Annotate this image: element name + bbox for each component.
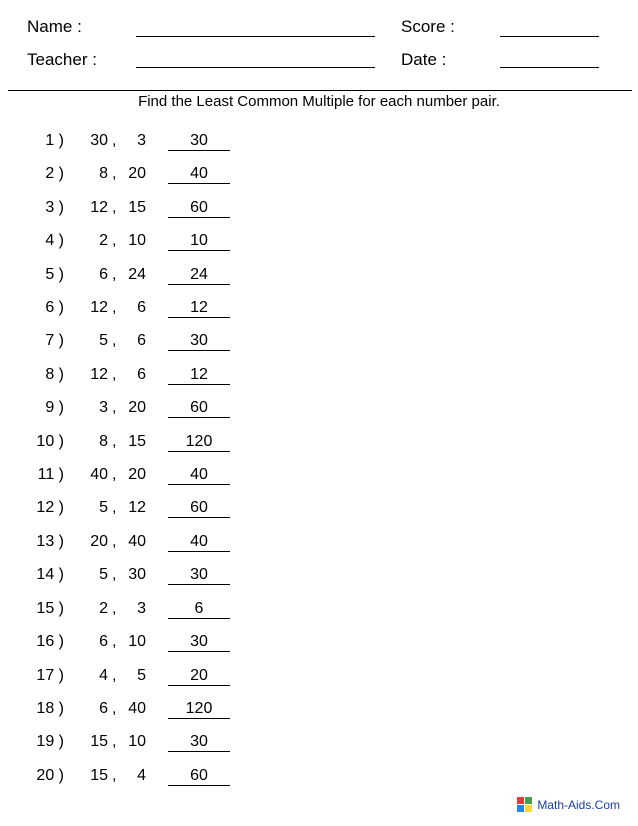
answer-field[interactable]: 30 [168,566,230,585]
first-number: 3 [99,399,108,417]
separator-comma: , [112,599,117,617]
answer-field[interactable]: 60 [168,199,230,218]
first-number: 5 [99,332,108,350]
score-field[interactable] [500,36,599,37]
logo-square [525,797,532,804]
first-number: 12 [90,299,108,317]
logo-square [517,805,524,812]
answer-field[interactable]: 10 [168,232,230,251]
second-number: 20 [128,165,146,183]
separator-comma: , [112,198,117,216]
answer-field[interactable]: 60 [168,767,230,786]
name-field[interactable] [136,36,375,37]
math-aids-logo-icon [517,797,532,812]
problem-number: 4 ) [45,232,64,250]
problem-number: 16 ) [36,633,64,651]
problem-row [0,124,638,157]
second-number: 30 [128,566,146,584]
problem-number: 13 ) [36,532,64,550]
second-number: 10 [128,232,146,250]
second-number: 24 [128,265,146,283]
first-number: 40 [90,466,108,484]
problem-row [0,425,638,458]
problem-number: 7 ) [45,332,64,350]
problem-number: 17 ) [36,666,64,684]
problem-row [0,491,638,524]
date-field[interactable] [500,67,599,68]
problem-row [0,625,638,658]
separator-comma: , [112,699,117,717]
separator-comma: , [112,466,117,484]
problem-row [0,458,638,491]
second-number: 3 [137,599,146,617]
problem-number: 6 ) [45,299,64,317]
teacher-label: Teacher : [27,50,97,69]
answer-field[interactable]: 30 [168,332,230,351]
problem-number: 14 ) [36,566,64,584]
problem-row [0,324,638,357]
problem-row [0,258,638,291]
first-number: 6 [99,265,108,283]
separator-comma: , [112,232,117,250]
problem-number: 3 ) [45,198,64,216]
answer-field[interactable]: 60 [168,399,230,418]
first-number: 8 [99,165,108,183]
second-number: 4 [137,766,146,784]
instructions: Find the Least Common Multiple for each number pair. [138,93,500,110]
separator-comma: , [112,633,117,651]
brand-text: Math-Aids.Com [537,797,620,812]
separator-comma: , [112,733,117,751]
first-number: 5 [99,566,108,584]
answer-field[interactable]: 120 [168,433,230,452]
problem-row [0,692,638,725]
answer-field[interactable]: 30 [168,132,230,151]
separator-comma: , [112,332,117,350]
answer-field[interactable]: 60 [168,499,230,518]
problem-row [0,291,638,324]
problem-number: 12 ) [36,499,64,517]
separator-comma: , [112,365,117,383]
separator-comma: , [112,766,117,784]
problem-number: 11 ) [37,466,64,484]
problem-row [0,725,638,758]
second-number: 6 [137,332,146,350]
name-label: Name : [27,17,82,36]
second-number: 40 [128,532,146,550]
answer-field[interactable]: 24 [168,266,230,285]
first-number: 4 [99,666,108,684]
first-number: 15 [90,733,108,751]
problem-row [0,558,638,591]
problem-number: 10 ) [36,432,64,450]
separator-comma: , [112,132,117,149]
problem-row [0,525,638,558]
header-divider [8,90,632,91]
answer-field[interactable]: 30 [168,633,230,652]
date-label: Date : [401,50,447,69]
answer-field[interactable]: 12 [168,299,230,318]
second-number: 12 [128,499,146,517]
first-number: 5 [99,499,108,517]
separator-comma: , [112,532,117,550]
first-number: 15 [90,766,108,784]
separator-comma: , [112,666,117,684]
problem-number: 18 ) [36,699,64,717]
second-number: 5 [137,666,146,684]
separator-comma: , [112,299,117,317]
first-number: 6 [99,699,108,717]
second-number: 6 [137,365,146,383]
footer-brand [517,797,620,812]
problem-row [0,391,638,424]
separator-comma: , [112,432,117,450]
separator-comma: , [112,499,117,517]
first-number: 30 [90,132,108,149]
logo-square [525,805,532,812]
first-number: 2 [99,232,108,250]
problem-number: 5 ) [45,265,64,283]
first-number: 12 [90,365,108,383]
problem-number: 8 ) [45,365,64,383]
answer-field[interactable]: 12 [168,366,230,385]
first-number: 20 [90,532,108,550]
separator-comma: , [112,165,117,183]
second-number: 40 [128,699,146,717]
problem-row [0,224,638,257]
first-number: 8 [99,432,108,450]
first-number: 2 [99,599,108,617]
problem-row [0,592,638,625]
first-number: 12 [90,198,108,216]
answer-field[interactable]: 6 [168,600,230,619]
answer-field[interactable]: 20 [168,667,230,686]
problem-row [0,157,638,190]
second-number: 20 [128,466,146,484]
teacher-field[interactable] [136,67,375,68]
second-number: 3 [137,132,146,149]
problem-row [0,759,638,792]
score-label: Score : [401,17,455,36]
second-number: 10 [128,633,146,651]
problem-list [0,124,638,792]
second-number: 15 [128,198,146,216]
answer-field[interactable]: 120 [168,700,230,719]
problem-number: 15 ) [36,599,64,617]
problem-number: 9 ) [45,399,64,417]
answer-field[interactable]: 40 [168,165,230,184]
separator-comma: , [112,399,117,417]
logo-square [517,797,524,804]
first-number: 6 [99,633,108,651]
second-number: 20 [128,399,146,417]
second-number: 6 [137,299,146,317]
answer-field[interactable]: 30 [168,733,230,752]
problem-number: 1 ) [45,132,64,149]
separator-comma: , [112,566,117,584]
problem-row [0,191,638,224]
problem-row [0,358,638,391]
second-number: 10 [128,733,146,751]
answer-field[interactable]: 40 [168,533,230,552]
answer-field[interactable]: 40 [168,466,230,485]
problem-number: 2 ) [45,165,64,183]
second-number: 15 [128,432,146,450]
problem-number: 19 ) [36,733,64,751]
separator-comma: , [112,265,117,283]
problem-row [0,659,638,692]
problem-number: 20 ) [36,766,64,784]
